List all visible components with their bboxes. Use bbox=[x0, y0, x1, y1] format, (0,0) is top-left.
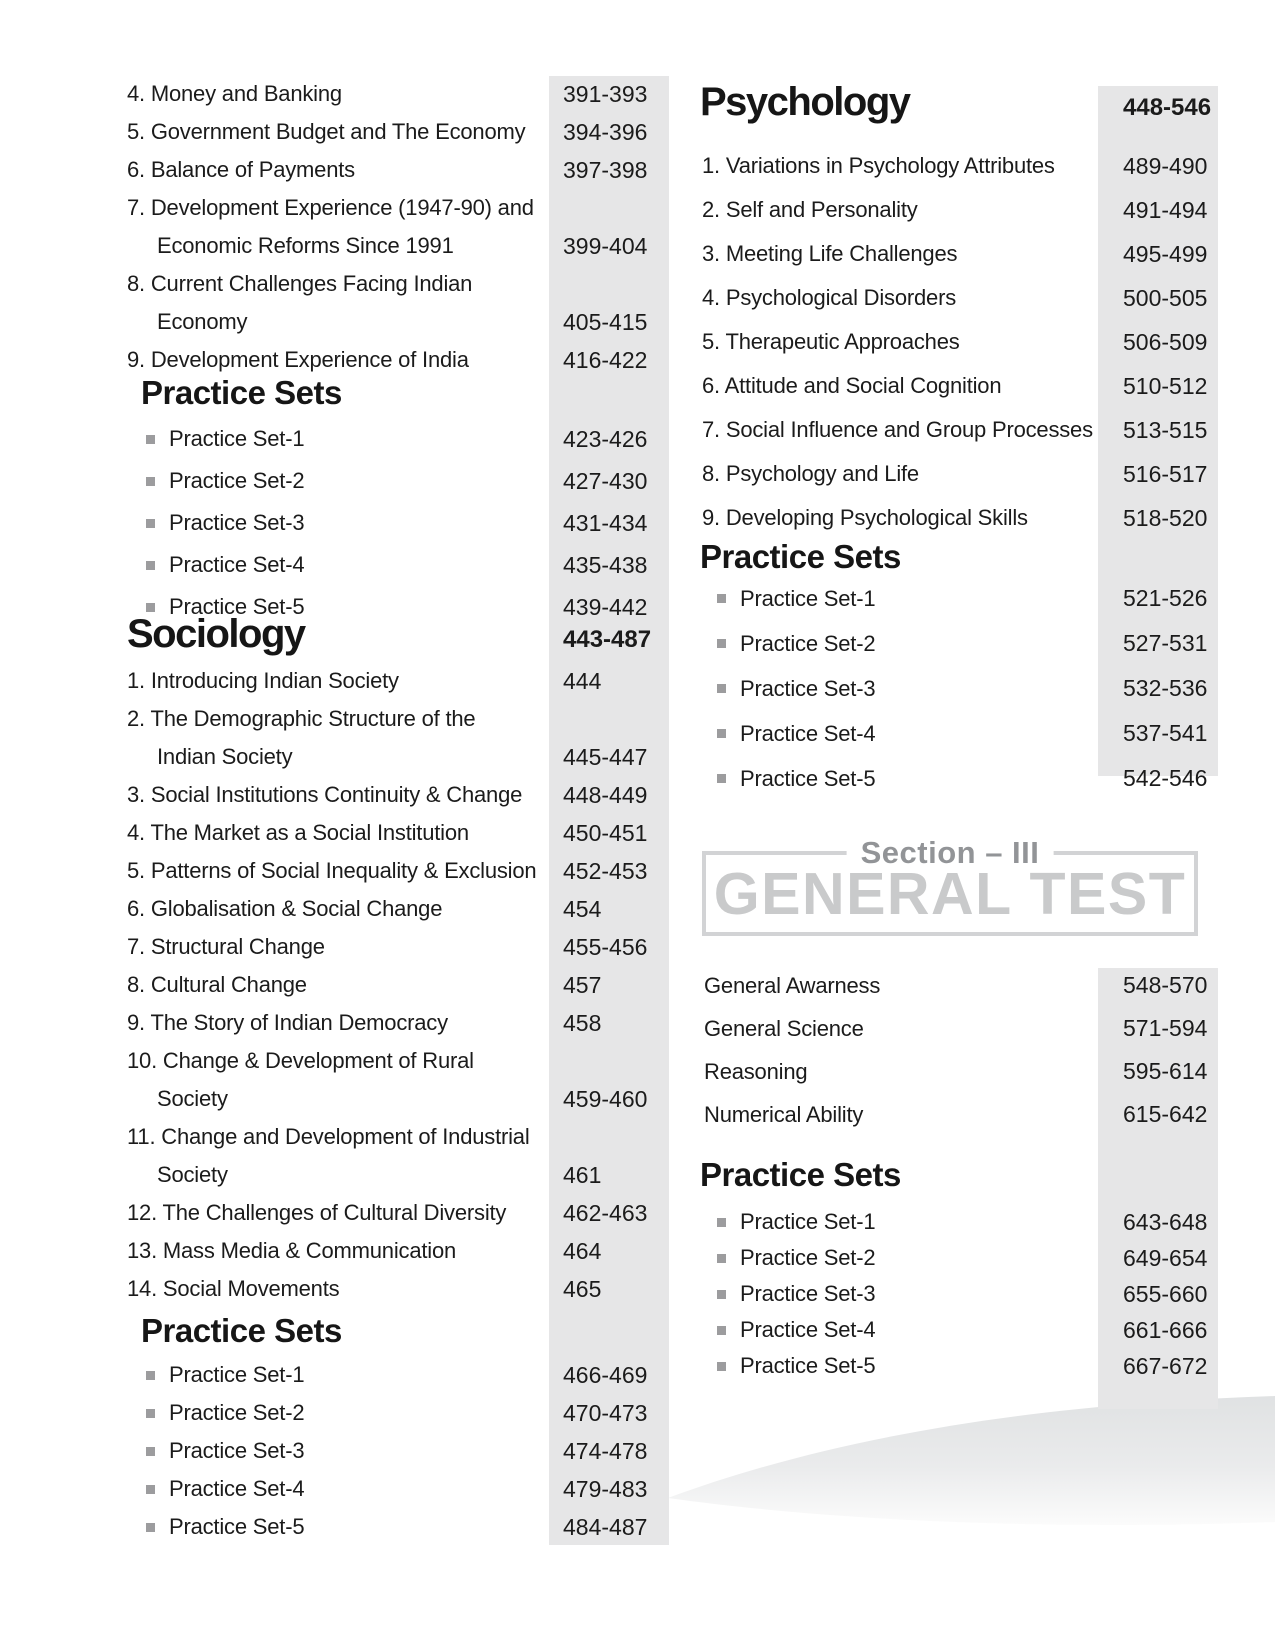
toc-item-row bbox=[702, 496, 1218, 540]
toc-item-line: 14. Social Movements bbox=[127, 1276, 340, 1301]
toc-item-pages: 461 bbox=[563, 1162, 602, 1188]
toc-item-row bbox=[702, 232, 1218, 276]
toc-item-pages: 516-517 bbox=[1123, 461, 1208, 487]
practice-set-pages: 466-469 bbox=[563, 1361, 648, 1388]
toc-item-row bbox=[127, 113, 669, 151]
toc-item-title bbox=[702, 276, 1098, 320]
bullet-square-icon bbox=[717, 1290, 726, 1299]
toc-item-row bbox=[702, 452, 1218, 496]
bullet-square-icon bbox=[717, 1254, 726, 1263]
practice-set-row bbox=[717, 1240, 1218, 1276]
toc-item-row bbox=[702, 276, 1218, 320]
practice-set-row bbox=[717, 576, 1218, 621]
toc-item-pages: 416-422 bbox=[563, 347, 648, 373]
toc-item-line: 5. Therapeutic Approaches bbox=[702, 329, 960, 354]
bullet-square-icon bbox=[146, 603, 155, 612]
toc-item-row bbox=[702, 320, 1218, 364]
practice-set-label: Practice Set-2 bbox=[740, 630, 876, 656]
toc-item-row bbox=[702, 408, 1218, 452]
practice-set-pages: 643-648 bbox=[1123, 1208, 1208, 1235]
practice-sets-heading: Practice Sets bbox=[141, 1312, 342, 1349]
toc-item-row bbox=[127, 1042, 669, 1118]
toc-item-line: 1. Variations in Psychology Attributes bbox=[702, 153, 1055, 178]
toc-item-pages: 405-415 bbox=[563, 309, 648, 335]
practice-sets-heading: Practice Sets bbox=[700, 538, 901, 575]
toc-item-pages: 500-505 bbox=[1123, 285, 1208, 311]
toc-item-line: 3. Social Institutions Continuity & Change bbox=[127, 782, 523, 807]
toc-item-line: 5. Government Budget and The Economy bbox=[127, 119, 526, 144]
toc-item-pages: 464 bbox=[563, 1238, 602, 1264]
practice-set-row bbox=[146, 544, 669, 586]
toc-item-row bbox=[704, 964, 1218, 1007]
toc-item-title bbox=[702, 144, 1098, 188]
toc-item-line: 3. Meeting Life Challenges bbox=[702, 241, 958, 266]
toc-item-line: 13. Mass Media & Communication bbox=[127, 1238, 457, 1263]
practice-set-pages: 431-434 bbox=[563, 509, 648, 536]
bullet-square-icon bbox=[717, 594, 726, 603]
general-test-practice-sets-list bbox=[717, 1204, 1218, 1384]
toc-item-title bbox=[127, 189, 549, 265]
general-test-title: GENERAL TEST bbox=[713, 860, 1187, 927]
toc-item-pages: 518-520 bbox=[1123, 505, 1208, 531]
practice-set-label: Practice Set-4 bbox=[740, 1317, 876, 1342]
practice-set-label: Practice Set-3 bbox=[740, 675, 876, 701]
toc-item-line: 9. The Story of Indian Democracy bbox=[127, 1010, 448, 1035]
sociology-practice-sets-list bbox=[146, 1356, 669, 1546]
practice-set-label: Practice Set-2 bbox=[169, 1400, 305, 1425]
sociology-page-range: 443-487 bbox=[563, 626, 652, 653]
toc-item-pages: 571-594 bbox=[1123, 1015, 1208, 1041]
practice-set-pages: 423-426 bbox=[563, 425, 648, 452]
bullet-square-icon bbox=[146, 1409, 155, 1418]
toc-item-row bbox=[127, 700, 669, 776]
toc-item-row bbox=[127, 852, 669, 890]
general-test-items-list bbox=[704, 964, 1218, 1136]
practice-sets-heading: Practice Sets bbox=[700, 1156, 901, 1193]
practice-set-row bbox=[717, 1204, 1218, 1240]
toc-item-pages: 448-449 bbox=[563, 782, 648, 808]
toc-item-line: Society bbox=[157, 1162, 228, 1187]
toc-item-title bbox=[704, 1093, 1098, 1136]
practice-set-pages: 537-541 bbox=[1123, 720, 1208, 746]
toc-item-line: 1. Introducing Indian Society bbox=[127, 668, 399, 693]
toc-item-line: 2. Self and Personality bbox=[702, 197, 918, 222]
practice-set-label: Practice Set-4 bbox=[169, 552, 305, 577]
toc-item-title bbox=[702, 452, 1098, 496]
toc-item-pages: 506-509 bbox=[1123, 329, 1208, 355]
toc-item-row bbox=[704, 1050, 1218, 1093]
toc-item-pages: 450-451 bbox=[563, 820, 648, 846]
toc-item-line: 6. Globalisation & Social Change bbox=[127, 896, 443, 921]
toc-item-pages: 595-614 bbox=[1123, 1058, 1208, 1084]
practice-set-label: Practice Set-2 bbox=[740, 1245, 876, 1270]
toc-item-row bbox=[127, 776, 669, 814]
toc-item-row bbox=[127, 265, 669, 341]
section-3-label: Section – III bbox=[847, 835, 1054, 871]
toc-item-line: Economic Reforms Since 1991 bbox=[157, 233, 454, 258]
toc-item-line: 2. The Demographic Structure of the bbox=[127, 706, 476, 731]
practice-set-pages: 655-660 bbox=[1123, 1280, 1208, 1307]
toc-item-pages: 459-460 bbox=[563, 1086, 648, 1112]
toc-item-row bbox=[702, 188, 1218, 232]
practice-set-row bbox=[717, 666, 1218, 711]
toc-item-title bbox=[704, 1050, 1098, 1093]
bullet-square-icon bbox=[717, 1218, 726, 1227]
toc-item-row bbox=[127, 966, 669, 1004]
practice-set-pages: 470-473 bbox=[563, 1399, 648, 1426]
toc-item-pages: 510-512 bbox=[1123, 373, 1208, 399]
toc-item-title bbox=[127, 1004, 549, 1042]
toc-item-row bbox=[127, 814, 669, 852]
practice-set-pages: 427-430 bbox=[563, 467, 648, 494]
toc-item-title bbox=[702, 188, 1098, 232]
practice-set-pages: 439-442 bbox=[563, 593, 648, 620]
toc-item-line: Economy bbox=[157, 309, 248, 334]
toc-item-row bbox=[127, 1194, 669, 1232]
toc-item-line: Numerical Ability bbox=[704, 1102, 864, 1127]
toc-item-title bbox=[127, 966, 549, 1004]
practice-sets-heading: Practice Sets bbox=[141, 374, 342, 411]
toc-item-line: 4. Money and Banking bbox=[127, 81, 342, 106]
toc-item-title bbox=[702, 496, 1098, 540]
toc-item-pages: 462-463 bbox=[563, 1200, 648, 1226]
toc-item-title bbox=[127, 776, 549, 814]
toc-item-pages: 445-447 bbox=[563, 744, 648, 770]
toc-item-row bbox=[127, 1118, 669, 1194]
toc-item-title bbox=[127, 928, 549, 966]
toc-item-line: 9. Developing Psychological Skills bbox=[702, 505, 1028, 530]
toc-item-row bbox=[127, 890, 669, 928]
practice-set-label: Practice Set-5 bbox=[169, 1514, 305, 1539]
toc-item-line: 9. Development Experience of India bbox=[127, 347, 469, 372]
practice-set-row bbox=[717, 1276, 1218, 1312]
toc-item-pages: 465 bbox=[563, 1276, 602, 1302]
toc-item-row bbox=[127, 1270, 669, 1308]
toc-item-pages: 548-570 bbox=[1123, 972, 1208, 998]
psychology-title: Psychology bbox=[700, 80, 910, 124]
bullet-square-icon bbox=[717, 774, 726, 783]
practice-set-pages: 435-438 bbox=[563, 551, 648, 578]
toc-item-line: 11. Change and Development of Industrial bbox=[127, 1124, 530, 1149]
toc-item-title bbox=[127, 75, 549, 113]
toc-item-line: General Science bbox=[704, 1016, 864, 1041]
toc-item-line: 4. Psychological Disorders bbox=[702, 285, 957, 310]
toc-item-pages: 391-393 bbox=[563, 81, 648, 107]
practice-set-row bbox=[717, 711, 1218, 756]
toc-item-pages: 455-456 bbox=[563, 934, 648, 960]
sociology-items-list bbox=[127, 662, 669, 1308]
toc-item-line: 4. The Market as a Social Institution bbox=[127, 820, 469, 845]
toc-item-title bbox=[127, 662, 549, 700]
practice-set-label: Practice Set-5 bbox=[169, 594, 305, 619]
practice-set-row bbox=[146, 418, 669, 460]
sociology-title: Sociology bbox=[127, 612, 305, 656]
toc-item-title bbox=[702, 232, 1098, 276]
toc-item-title bbox=[127, 814, 549, 852]
toc-item-pages: 397-398 bbox=[563, 157, 648, 183]
toc-item-row bbox=[127, 151, 669, 189]
toc-item-line: General Awarness bbox=[704, 973, 881, 998]
practice-set-pages: 667-672 bbox=[1123, 1352, 1208, 1379]
toc-item-title bbox=[127, 1118, 549, 1194]
practice-set-pages: 542-546 bbox=[1123, 765, 1208, 791]
toc-item-row bbox=[127, 75, 669, 113]
practice-set-row bbox=[717, 621, 1218, 666]
toc-item-pages: 615-642 bbox=[1123, 1101, 1208, 1127]
psychology-items-list bbox=[702, 144, 1218, 540]
toc-item-line: Society bbox=[157, 1086, 228, 1111]
toc-item-line: 7. Social Influence and Group Processes bbox=[702, 417, 1093, 442]
practice-set-label: Practice Set-4 bbox=[740, 720, 876, 746]
practice-set-label: Practice Set-4 bbox=[169, 1476, 305, 1501]
bullet-square-icon bbox=[717, 639, 726, 648]
toc-item-pages: 452-453 bbox=[563, 858, 648, 884]
toc-item-line: 8. Psychology and Life bbox=[702, 461, 919, 486]
bullet-square-icon bbox=[146, 1447, 155, 1456]
practice-set-label: Practice Set-3 bbox=[169, 1438, 305, 1463]
bullet-square-icon bbox=[717, 1362, 726, 1371]
toc-item-title bbox=[127, 1232, 549, 1270]
toc-item-pages: 444 bbox=[563, 668, 602, 694]
toc-item-pages: 394-396 bbox=[563, 119, 648, 145]
practice-set-label: Practice Set-1 bbox=[169, 426, 305, 451]
bullet-square-icon bbox=[717, 1326, 726, 1335]
toc-item-row bbox=[704, 1093, 1218, 1136]
practice-set-pages: 661-666 bbox=[1123, 1316, 1208, 1343]
toc-item-line: 7. Development Experience (1947-90) and bbox=[127, 195, 534, 220]
practice-set-pages: 479-483 bbox=[563, 1475, 648, 1502]
bullet-square-icon bbox=[146, 477, 155, 486]
economics-practice-sets-list bbox=[146, 418, 669, 628]
practice-set-row bbox=[146, 1470, 669, 1508]
practice-set-label: Practice Set-1 bbox=[740, 585, 876, 611]
general-test-banner-box bbox=[702, 835, 1198, 936]
toc-item-row bbox=[702, 364, 1218, 408]
toc-item-row bbox=[127, 1004, 669, 1042]
practice-set-label: Practice Set-3 bbox=[169, 510, 305, 535]
toc-item-line: 8. Cultural Change bbox=[127, 972, 307, 997]
toc-item-pages: 489-490 bbox=[1123, 153, 1208, 179]
toc-item-line: 7. Structural Change bbox=[127, 934, 325, 959]
toc-item-title bbox=[127, 1194, 549, 1232]
practice-set-label: Practice Set-3 bbox=[740, 1281, 876, 1306]
psychology-page-range: 448-546 bbox=[1123, 94, 1212, 121]
toc-item-title bbox=[127, 113, 549, 151]
toc-item-pages: 457 bbox=[563, 972, 602, 998]
practice-set-row bbox=[146, 1432, 669, 1470]
practice-set-label: Practice Set-5 bbox=[740, 765, 876, 791]
toc-item-line: 10. Change & Development of Rural bbox=[127, 1048, 474, 1073]
toc-item-row bbox=[127, 1232, 669, 1270]
toc-item-title bbox=[127, 1042, 549, 1118]
toc-item-line: 12. The Challenges of Cultural Diversity bbox=[127, 1200, 507, 1225]
toc-item-title bbox=[127, 265, 549, 341]
bullet-square-icon bbox=[146, 1485, 155, 1494]
toc-item-row bbox=[127, 928, 669, 966]
toc-item-row bbox=[127, 189, 669, 265]
toc-item-line: 6. Attitude and Social Cognition bbox=[702, 373, 1002, 398]
toc-item-line: 5. Patterns of Social Inequality & Exclusion bbox=[127, 858, 537, 883]
practice-set-pages: 649-654 bbox=[1123, 1244, 1208, 1271]
practice-set-row bbox=[146, 1508, 669, 1546]
toc-item-title bbox=[702, 408, 1098, 452]
toc-item-title bbox=[704, 1007, 1098, 1050]
toc-item-title bbox=[127, 151, 549, 189]
practice-set-row bbox=[717, 1312, 1218, 1348]
toc-item-title bbox=[127, 890, 549, 928]
practice-set-row bbox=[146, 1356, 669, 1394]
toc-item-row bbox=[704, 1007, 1218, 1050]
toc-item-line: Reasoning bbox=[704, 1059, 808, 1084]
toc-item-title bbox=[702, 320, 1098, 364]
toc-item-line: Indian Society bbox=[157, 744, 293, 769]
economics-items-list bbox=[127, 75, 669, 379]
toc-item-title bbox=[704, 964, 1098, 1007]
bullet-square-icon bbox=[146, 561, 155, 570]
practice-set-row bbox=[146, 460, 669, 502]
practice-set-label: Practice Set-1 bbox=[169, 1362, 305, 1387]
practice-set-label: Practice Set-1 bbox=[740, 1209, 876, 1234]
toc-item-line: 8. Current Challenges Facing Indian bbox=[127, 271, 473, 296]
practice-set-pages: 532-536 bbox=[1123, 675, 1208, 701]
practice-set-label: Practice Set-2 bbox=[169, 468, 305, 493]
toc-item-pages: 491-494 bbox=[1123, 197, 1208, 223]
toc-item-row bbox=[127, 662, 669, 700]
toc-item-title bbox=[127, 700, 549, 776]
toc-item-pages: 458 bbox=[563, 1010, 602, 1036]
practice-set-pages: 484-487 bbox=[563, 1513, 648, 1540]
psychology-section-heading bbox=[700, 80, 1218, 125]
psychology-practice-sets-list bbox=[717, 576, 1218, 801]
practice-set-row bbox=[717, 1348, 1218, 1384]
toc-item-pages: 495-499 bbox=[1123, 241, 1208, 267]
practice-set-label: Practice Set-5 bbox=[740, 1353, 876, 1378]
practice-set-row bbox=[146, 502, 669, 544]
toc-item-pages: 399-404 bbox=[563, 233, 648, 259]
toc-item-line: 6. Balance of Payments bbox=[127, 157, 355, 182]
toc-item-row bbox=[702, 144, 1218, 188]
toc-item-title bbox=[702, 364, 1098, 408]
bullet-square-icon bbox=[146, 435, 155, 444]
practice-set-row bbox=[146, 1394, 669, 1432]
bullet-square-icon bbox=[717, 729, 726, 738]
sociology-section-heading bbox=[127, 612, 669, 657]
bullet-square-icon bbox=[146, 1371, 155, 1380]
practice-set-pages: 474-478 bbox=[563, 1437, 648, 1464]
bullet-square-icon bbox=[717, 684, 726, 693]
toc-item-pages: 513-515 bbox=[1123, 417, 1208, 443]
bullet-square-icon bbox=[146, 1523, 155, 1532]
toc-item-pages: 454 bbox=[563, 896, 602, 922]
bullet-square-icon bbox=[146, 519, 155, 528]
practice-set-row bbox=[717, 756, 1218, 801]
practice-set-pages: 521-526 bbox=[1123, 585, 1208, 611]
toc-item-title bbox=[127, 852, 549, 890]
toc-item-title bbox=[127, 1270, 549, 1308]
practice-set-pages: 527-531 bbox=[1123, 630, 1208, 656]
